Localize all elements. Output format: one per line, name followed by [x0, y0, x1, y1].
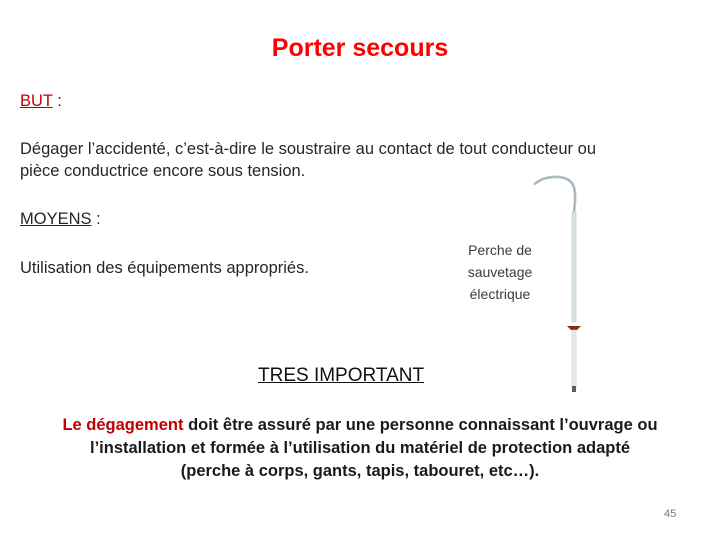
but-separator: :	[52, 92, 62, 110]
moyens-separator: :	[91, 210, 101, 228]
but-text-line-1: Dégager l’accidenté, c’est-à-dire le soustraire au contact de tout conducteur ou	[20, 140, 596, 158]
important-line-1	[20, 414, 700, 437]
pole-caption-line-1: Perche de	[468, 242, 532, 258]
moyens-text: Utilisation des équipements appropriés.	[20, 259, 309, 277]
important-line-3: (perche à corps, gants, tapis, tabouret, etc…).	[180, 462, 540, 480]
slide-title: Porter secours	[271, 34, 449, 62]
pole-guard	[567, 326, 581, 330]
rescue-pole-illustration	[525, 172, 595, 402]
moyens-heading	[20, 208, 101, 230]
important-line-1-rest: doit être assuré par une personne connaissant l’ouvrage ou	[183, 416, 658, 434]
but-label: BUT	[20, 92, 53, 110]
moyens-label: MOYENS	[20, 210, 92, 228]
important-line-2: l’installation et formée à l’utilisation du matériel de protection adapté	[89, 439, 630, 457]
pole-shaft-lower	[572, 330, 576, 388]
pole-shaft-upper	[572, 212, 576, 322]
pole-caption-line-2: sauvetage	[467, 264, 533, 280]
important-paragraph	[20, 414, 700, 483]
pole-caption-line-3: électrique	[469, 286, 531, 302]
important-title: TRES IMPORTANT	[258, 365, 425, 386]
pole-end-cap	[572, 386, 576, 392]
page-number: 45	[664, 508, 677, 520]
important-highlight: Le dégagement	[62, 416, 184, 434]
but-text-line-2: pièce conductrice encore sous tension.	[20, 162, 306, 180]
but-heading	[20, 90, 62, 112]
pole-hook	[535, 177, 575, 212]
